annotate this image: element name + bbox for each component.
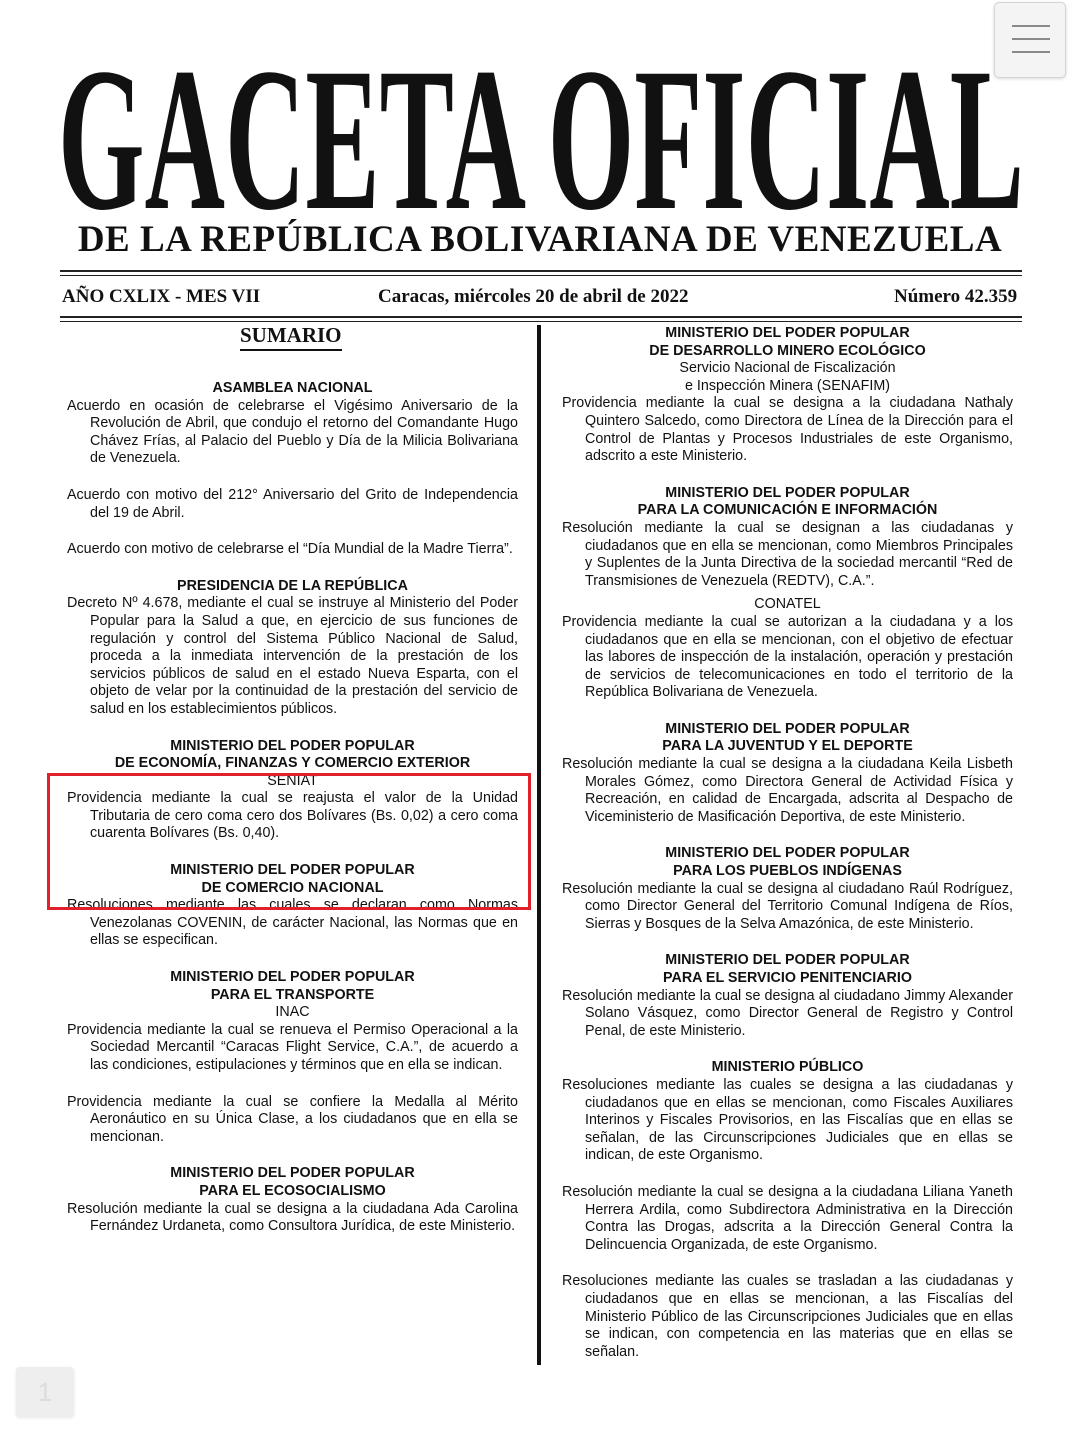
right-column — [562, 325, 1013, 1361]
section-heading: ASAMBLEA NACIONAL — [212, 380, 373, 396]
masthead-subtitle: DE LA REPÚBLICA BOLIVARIANA DE VENEZUELA — [77, 219, 1003, 260]
section-heading: PARA EL SERVICIO PENITENCIARIO — [663, 970, 912, 986]
section-heading: MINISTERIO DEL PODER POPULAR — [665, 952, 910, 969]
summary-entry: Resoluciones mediante las cuales se trasladan a las ciudadanas y ciudadanos que en ellas se mencionan, a las Fiscalías del Ministerio Público de las Circunscripciones Judiciales que en ellas se indican, con competencia en las materias que en ellas se señalan. — [562, 1273, 1013, 1360]
summary-entry: Resolución mediante la cual se designa a la ciudadana Keila Lisbeth Morales Gómez, como Directora General de Actividad Física y Recreación, en calidad de Encargada, adscrita al Despacho de Viceministerio de Masificación Deportiva, de este Ministerio. — [562, 756, 1013, 825]
issue-date: Caracas, miércoles 20 de abril de 2022 — [378, 286, 689, 307]
column-divider — [537, 325, 541, 1365]
summary-entry: Providencia mediante la cual se renueva el Permiso Operacional a la Sociedad Mercantil “Caracas Flight Service, C.A.”, de acuerdo a las condiciones, estipulaciones y términos que en ella se indican. — [67, 1021, 518, 1073]
summary-entry: Resolución mediante la cual se designa al ciudadano Raúl Rodríguez, como Director General del Territorio Comunal Indígena de Ríos, Sierras y Bosques de la Selva Amazónica, de este Ministerio. — [562, 880, 1013, 932]
summary-entry: Providencia mediante la cual se designa a la ciudadana Nathaly Quintero Salcedo, como Directora de Línea de la Dirección para el Control de Plantas y Procesos Industriales de este Organismo, adscrito a este Ministerio. — [562, 395, 1013, 465]
summary-entry: Resoluciones mediante las cuales se designa a las ciudadanas y ciudadanos que en ellas se mencionan, como Fiscales Auxiliares Interinos y Fiscales Provisorios, en las Fiscalías que en ellas se señalan, de las Circunscripciones Judiciales que en ellas se indican, de este Organismo. — [562, 1076, 1013, 1164]
summary-entry: Resolución mediante la cual se designa al ciudadano Jimmy Alexander Solano Vásquez, como Director General de Registro y Control Penal, de este Ministerio. — [562, 987, 1013, 1039]
summary-entry: Resolución mediante la cual se designa a la ciudadana Liliana Yaneth Herrera Ardila, como Subdirectora Administrativa en la Dirección Contra las Drogas, adscrita a la Dirección General Contra la Delincuencia Organizada, de este Organismo. — [562, 1183, 1013, 1253]
section-heading: MINISTERIO DEL PODER POPULAR — [665, 845, 910, 862]
header-rule-bottom — [60, 316, 1022, 318]
section-heading: DE COMERCIO NACIONAL — [201, 879, 384, 896]
masthead-title-text: GACETA OFICIAL — [58, 50, 1024, 230]
section-heading: MINISTERIO DEL PODER POPULAR — [665, 325, 910, 341]
section-heading: PARA LA JUVENTUD Y EL DEPORTE — [662, 738, 913, 755]
section-heading: MINISTERIO DEL PODER POPULAR — [170, 969, 415, 986]
page-indicator[interactable]: 1 — [16, 1367, 74, 1417]
section-subheading: e Inspección Minera (SENAFIM) — [685, 377, 890, 394]
summary-entry: Resoluciones mediante las cuales se declaran como Normas Venezolanas COVENIN, de carácter Nacional, las Normas que en ellas se especifican. — [67, 897, 518, 949]
summary-entry: Resolución mediante la cual se designa a la ciudadana Ada Carolina Fernández Urdaneta, como Consultora Jurídica, de este Ministerio. — [67, 1200, 518, 1235]
sumario-title: SUMARIO — [240, 323, 342, 351]
section-subheading: CONATEL — [754, 596, 821, 613]
menu-icon — [1012, 25, 1050, 27]
header-rule-top-thin — [60, 275, 1022, 276]
summary-entry: Acuerdo en ocasión de celebrarse el Vigésimo Aniversario de la Revolución de Abril, que condujo el retorno del Comandante Hugo Chávez Frías, al Palacio del Pueblo y Día de la Milicia Bolivariana de Venezuela. — [67, 397, 518, 467]
section-heading: MINISTERIO DEL PODER POPULAR — [170, 1165, 415, 1182]
summary-entry: Decreto Nº 4.678, mediante el cual se instruye al Ministerio del Poder Popular para la Salud a que, en ejercicio de sus funciones de regulación y control del Sistema Público Nacional de Salud, proceda a la inmediata intervención de la prestación de los servicios públicos de salud en el estado Nueva Esparta, con el objeto de velar por la continuidad de la prestación del servicio de salud en los establecimientos públicos. — [67, 595, 518, 717]
summary-entry: Providencia mediante la cual se reajusta el valor de la Unidad Tributaria de cero coma cero dos Bolívares (Bs. 0,02) a cero coma cuarenta Bolívares (Bs. 0,40). — [67, 790, 518, 842]
section-heading: PARA EL TRANSPORTE — [210, 986, 375, 1003]
section-subheading: INAC — [275, 1004, 310, 1021]
summary-entry: Acuerdo con motivo de celebrarse el “Día Mundial de la Madre Tierra”. — [67, 541, 513, 558]
header-rule-top — [60, 270, 1022, 272]
section-heading: MINISTERIO DEL PODER POPULAR — [665, 484, 910, 501]
section-heading: DE DESARROLLO MINERO ECOLÓGICO — [649, 342, 926, 359]
section-subheading: SENIAT — [267, 772, 318, 789]
summary-entry: Providencia mediante la cual se autorizan a la ciudadana y a los ciudadanos que en ella se mencionan, con el objetivo de efectuar las labores de inspección de la instalación, operación y prestación de servicios de telecomunicaciones en todo el territorio de la República Bolivariana de Venezuela. — [562, 613, 1013, 701]
issue-number: Número 42.359 — [894, 286, 1018, 307]
section-heading: MINISTERIO DEL PODER POPULAR — [665, 720, 910, 737]
section-heading: PARA EL ECOSOCIALISMO — [199, 1182, 386, 1199]
section-heading: PARA LA COMUNICACIÓN E INFORMACIÓN — [637, 502, 938, 519]
summary-entry: Providencia mediante la cual se confiere la Medalla al Mérito Aeronáutico en su Única Clase, a los ciudadanos que en ella se mencionan. — [67, 1093, 518, 1145]
year-month: AÑO CXLIX - MES VII — [62, 286, 261, 307]
section-heading: DE ECONOMÍA, FINANZAS Y COMERCIO EXTERIOR — [114, 755, 471, 772]
section-heading: MINISTERIO PÚBLICO — [711, 1059, 864, 1076]
summary-entry: Acuerdo con motivo del 212° Aniversario del Grito de Independencia del 19 de Abril. — [67, 486, 518, 521]
section-heading: PRESIDENCIA DE LA REPÚBLICA — [177, 577, 408, 594]
highlight-box — [47, 773, 531, 910]
section-heading: MINISTERIO DEL PODER POPULAR — [170, 862, 415, 879]
section-heading: PARA LOS PUEBLOS INDÍGENAS — [673, 863, 902, 880]
section-heading: MINISTERIO DEL PODER POPULAR — [170, 737, 415, 754]
masthead-title — [58, 50, 1024, 230]
menu-icon-bar — [1012, 38, 1050, 40]
header-rule-bottom-thin — [60, 321, 1022, 322]
section-subheading: Servicio Nacional de Fiscalización — [679, 360, 896, 377]
summary-entry: Resolución mediante la cual se designan a las ciudadanas y ciudadanos que en ella se mencionan, como Miembros Principales y Suplentes de la Junta Directiva de la sociedad mercantil “Red de Transmisiones de Venezuela (REDTV), C.A.”. — [562, 519, 1013, 589]
